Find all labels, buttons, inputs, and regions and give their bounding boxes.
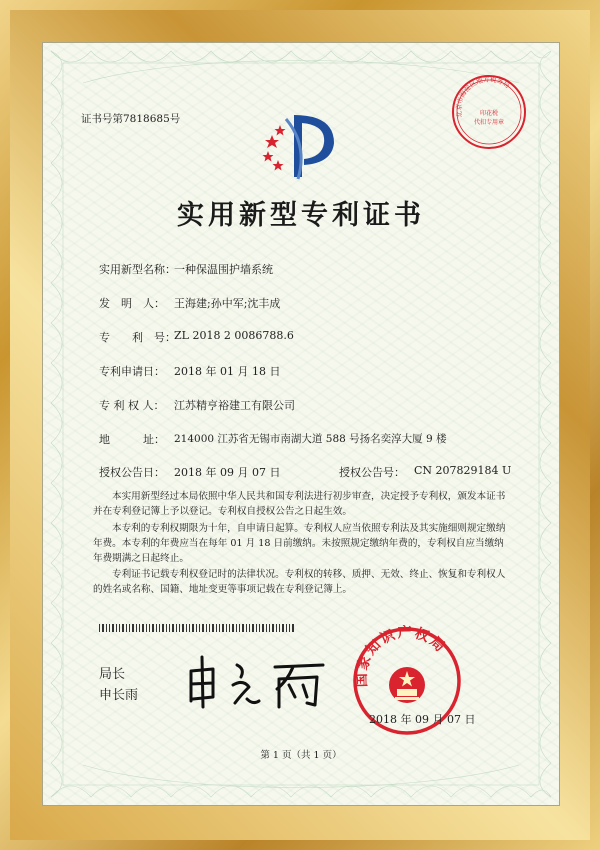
barcode-strip xyxy=(99,624,295,632)
field-name-label: 实用新型名称： xyxy=(99,263,176,276)
field-patentee-value: 江苏精亨裕建工有限公司 xyxy=(174,399,295,412)
field-name-value: 一种保温围护墙系统 xyxy=(174,263,273,276)
field-address-label: 地 址： xyxy=(99,433,165,446)
director-name: 申长雨 xyxy=(99,688,139,703)
svg-text:代扣专用章: 代扣专用章 xyxy=(473,119,505,126)
certificate-number: 证书号第7818685号 xyxy=(81,113,181,125)
field-grant-no-value: CN 207829184 U xyxy=(414,464,512,477)
certificate-paper xyxy=(42,42,560,806)
field-patent-no-label: 专 利 号： xyxy=(99,331,176,344)
svg-text:印花税: 印花税 xyxy=(479,110,499,117)
paragraph-term: 本专利的专利权期限为十年，自申请日起算。专利权人应当依照专利法及其实施细则规定缴纳年费。本专利的年费应当在每年 01 月 18 日前缴纳。未按照规定缴纳年费的，专利权自应当缴纳年费期满之日起终止。 xyxy=(93,523,506,564)
paragraph-register: 专利证书记载专利权登记时的法律状况。专利权的转移、质押、无效、终止、恢复和专利权人的姓名或名称、国籍、地址变更等事项记载在专利登记簿上。 xyxy=(93,569,506,595)
field-grant-date-value: 2018 年 09 月 07 日 xyxy=(174,466,281,479)
patent-office-logo-icon xyxy=(256,105,346,185)
field-patent-no-value: ZL 2018 2 0086788.6 xyxy=(174,329,294,342)
field-patentee-label: 专 利 权 人： xyxy=(99,399,165,412)
field-inventor-value: 王海建;孙中军;沈丰成 xyxy=(174,297,281,310)
field-filing-date-label: 专利申请日： xyxy=(99,365,165,378)
seal-date: 2018 年 09 月 07 日 xyxy=(369,713,476,726)
director-title: 局长 xyxy=(99,667,126,682)
field-inventor-label: 发 明 人： xyxy=(99,297,165,310)
field-filing-date-value: 2018 年 01 月 18 日 xyxy=(174,365,281,378)
national-emblem-icon xyxy=(389,667,425,703)
director-signature xyxy=(183,651,333,711)
field-grant-date-label: 授权公告日： xyxy=(99,466,165,479)
field-grant-no-label: 授权公告号： xyxy=(339,466,405,479)
paragraph-grant: 本实用新型经过本局依照中华人民共和国专利法进行初步审查，决定授予专利权，颁发本证书并在专利登记簿上予以登记。专利权自授权公告之日起生效。 xyxy=(93,491,506,517)
tax-stamp-seal xyxy=(450,73,528,151)
field-address-value: 214000 江苏省无锡市南湖大道 588 号扬名奕淳大厦 9 楼 xyxy=(174,433,447,445)
svg-text:北京市海淀区地方税务局: 北京市海淀区地方税务局 xyxy=(454,75,511,119)
svg-text:国家知识产权局: 国家知识产权局 xyxy=(353,625,449,688)
page-footer: 第 1 页（共 1 页） xyxy=(260,750,342,761)
certificate-title: 实用新型专利证书 xyxy=(177,200,425,231)
